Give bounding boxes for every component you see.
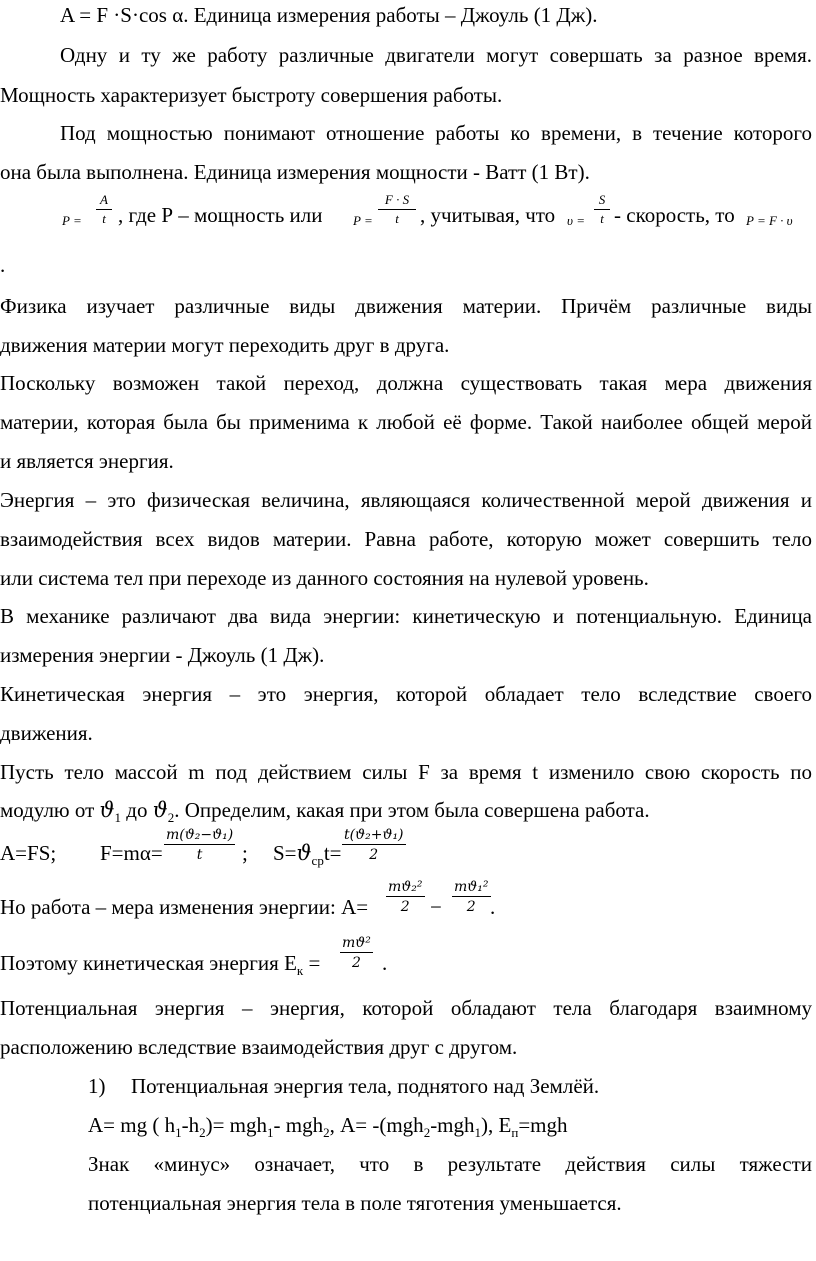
kinematics-equations: A=FS; F=mα= $\frac{\text{m(ϑ₂−ϑ₁)}}{t}$ ; $S=ϑ_{cp}t=$ $\frac{\text{t(ϑ₂+ϑ₁)}}{2}$ bbox=[0, 827, 404, 869]
paragraph-line: и является энергия. bbox=[0, 449, 174, 473]
power-formula-line: P = A t , где Р – мощность или P = F · S t , учитывая, что υ = S t - скорость, то P = F · υ bbox=[0, 190, 812, 240]
paragraph-line: модулю от $ϑ_1$ до $ϑ_2$. Определим, какая при этом была совершена работа. bbox=[0, 798, 650, 826]
formula-p-fraction: A t bbox=[96, 192, 112, 227]
list-item-text: Потенциальная энергия тела, поднятого над Землёй. bbox=[131, 1074, 600, 1098]
paragraph-line: потенциальная энергия тела в поле тяготения уменьшается. bbox=[88, 1191, 622, 1215]
paragraph-line: Потенциальная энергия – энергия, которой обладают тела благодаря взаимному bbox=[0, 996, 812, 1020]
paragraph-line: расположению вследствие взаимодействия друг с другом. bbox=[0, 1035, 518, 1059]
paragraph-line: Кинетическая энергия – это энергия, которой обладает тело вследствие своего bbox=[0, 682, 812, 706]
formula-p2-lhs: P = bbox=[353, 213, 373, 228]
paragraph-line: измерения энергии - Джоуль (1 Дж). bbox=[0, 643, 325, 667]
force-fraction: $\frac{\text{m(ϑ₂−ϑ₁)}}{t}$ bbox=[166, 827, 234, 863]
formula-v-fraction: S t bbox=[594, 192, 610, 227]
paragraph-line: взаимодействия всех видов материи. Равна работе, которую может совершить тело bbox=[0, 527, 812, 551]
paragraph-line: Поскольку возможен такой переход, должна существовать такая мера движения bbox=[0, 371, 812, 395]
stray-dot: . bbox=[0, 253, 6, 277]
formula-p2-fraction: F · S t bbox=[378, 192, 416, 227]
energy-fraction-2: $\frac{\text{mϑ₂²}}{2}$ bbox=[388, 879, 423, 915]
work-formula-line: A = F ·S·cos α. Единица измерения работы – Джоуль (1 Дж). bbox=[60, 3, 598, 27]
potential-energy-equation: А= mg ( $h_1-h_2)= mgh_1-$ mgh$_2$, А= -(mgh$_2$-mgh$_1$), $Е_п=mgh$ bbox=[88, 1113, 568, 1141]
energy-fraction-1: $\frac{\text{mϑ₁²}}{2}$ bbox=[454, 879, 489, 915]
paragraph-line: она была выполнена. Единица измерения мощности - Ватт (1 Вт). bbox=[0, 160, 590, 184]
kinetic-energy-fraction: $\frac{\text{mϑ²}}{2}$ bbox=[342, 935, 371, 971]
paragraph-line: В механике различают два вида энергии: кинетическую и потенциальную. Единица bbox=[0, 604, 812, 628]
formula-p-lhs: P = bbox=[62, 213, 82, 228]
paragraph-line: движения материи могут переходить друг в друга. bbox=[0, 333, 450, 357]
work-energy-equation: Но работа – мера изменения энергии: А= $\frac{\text{mϑ₂²}}{2}$ − $\frac{\text{mϑ₁²}}{2}$ . bbox=[0, 879, 496, 919]
paragraph-line: Одну и ту же работу различные двигатели могут совершать за разное время. bbox=[60, 43, 812, 67]
paragraph-line: движения. bbox=[0, 721, 93, 745]
formula-p-fv: P = F · υ bbox=[746, 213, 793, 228]
paragraph-line: Под мощностью понимают отношение работы ко времени, в течение которого bbox=[60, 121, 812, 145]
formula-v-lhs: υ = bbox=[567, 213, 585, 228]
paragraph-line: Физика изучает различные виды движения материи. Причём различные виды bbox=[0, 294, 812, 318]
paragraph-line: Энергия – это физическая величина, являющаяся количественной мерой движения и bbox=[0, 488, 812, 512]
paragraph-line: или система тел при переходе из данного состояния на нулевой уровень. bbox=[0, 566, 649, 590]
kinetic-energy-equation: Поэтому кинетическая энергия $Е_к$ = $\frac{\text{mϑ²}}{2}$ . bbox=[0, 935, 388, 979]
paragraph-line: Знак «минус» означает, что в результате действия силы тяжести bbox=[88, 1152, 812, 1176]
list-number: 1) bbox=[88, 1074, 106, 1098]
paragraph-line: Пусть тело массой m под действием силы F за время t изменило свою скорость по bbox=[0, 760, 812, 784]
paragraph-line: материи, которая была бы применима к любой её форме. Такой наиболее общей мерой bbox=[0, 410, 812, 434]
distance-fraction: $\frac{\text{t(ϑ₂+ϑ₁)}}{2}$ bbox=[344, 827, 404, 863]
paragraph-line: Мощность характеризует быстроту совершения работы. bbox=[0, 83, 503, 107]
